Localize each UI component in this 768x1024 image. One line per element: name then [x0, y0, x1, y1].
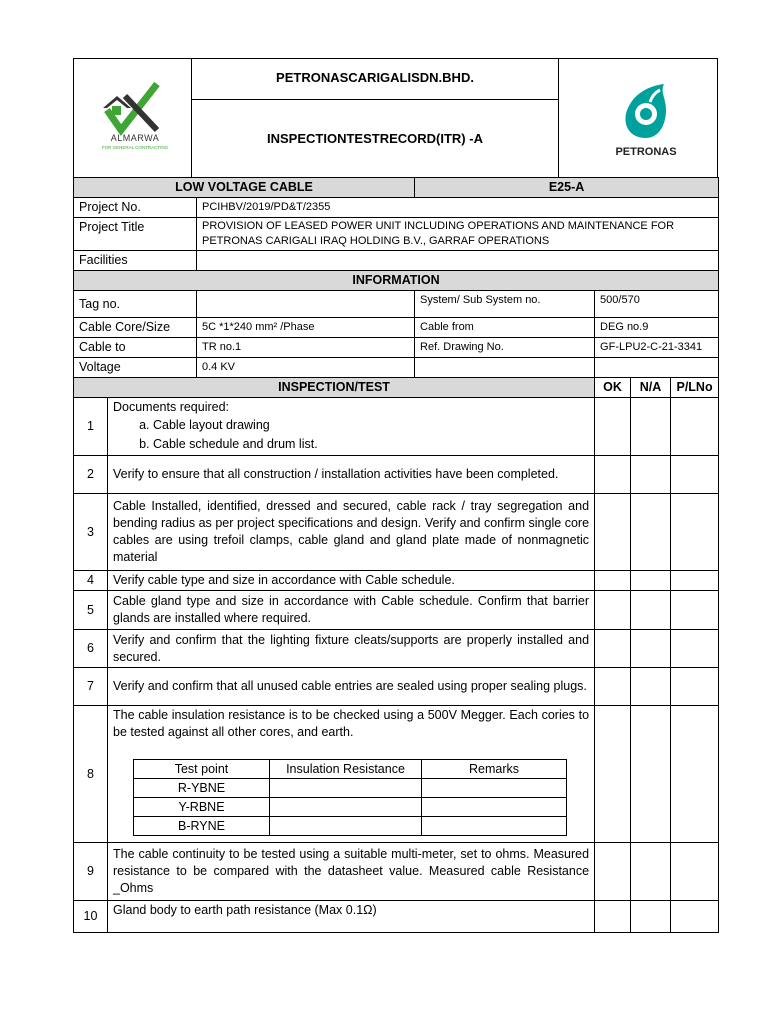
pl-cell[interactable] — [671, 843, 719, 901]
item-number: 1 — [74, 398, 108, 456]
item-text: The cable continuity to be tested using a suitable multi-meter, set to ohms. Measured resistance to be compared with the datasheet value. Measured cable Resistance _Ohms — [108, 843, 595, 901]
empty-cell — [595, 358, 719, 378]
almarwa-logo — [95, 78, 175, 158]
ir-test-point: R-YBNE — [134, 779, 270, 798]
item-text — [108, 706, 595, 843]
empty-cell — [415, 358, 595, 378]
ir-header-remarks: Remarks — [422, 760, 567, 779]
item-text: Cable Installed, identified, dressed and secured, cable rack / tray segregation and bending radius as per project specifications and design. Verify and confirm single core cables are using trefoil clamps, cable gland and gland plate made of nonmagnetic material — [108, 494, 595, 571]
ir-value-cell[interactable] — [270, 817, 422, 836]
almarwa-mark-icon — [95, 78, 175, 138]
ir-remarks-cell[interactable] — [422, 779, 567, 798]
section-title-right: E25-A — [415, 178, 719, 198]
na-cell[interactable] — [631, 668, 671, 706]
col-pl-header: P/LNo — [671, 378, 719, 398]
col-na-header: N/A — [631, 378, 671, 398]
pl-cell[interactable] — [671, 668, 719, 706]
pl-cell[interactable] — [671, 494, 719, 571]
voltage-label: Voltage — [74, 358, 197, 378]
petronas-name: PETRONAS — [615, 146, 677, 158]
cable-core-label: Cable Core/Size — [74, 318, 197, 338]
petronas-mark-icon — [604, 80, 688, 142]
facilities-label: Facilities — [74, 251, 197, 271]
item-number: 5 — [74, 591, 108, 630]
cable-from-value: DEG no.9 — [595, 318, 719, 338]
company-name: PETRONASCARIGALISDN.BHD. — [276, 70, 474, 85]
item-text — [108, 398, 595, 456]
ir-value-cell[interactable] — [270, 798, 422, 817]
cable-from-label: Cable from — [415, 318, 595, 338]
ok-cell[interactable] — [595, 456, 631, 494]
item-number: 9 — [74, 843, 108, 901]
insulation-resistance-table — [133, 759, 567, 836]
item-8-description: The cable insulation resistance is to be checked using a 500V Megger. Each cories to be tested against all other cores, and earth. — [113, 708, 590, 739]
ir-value-cell[interactable] — [270, 779, 422, 798]
document-title: INSPECTIONTESTRECORD(ITR) -A — [267, 131, 483, 146]
na-cell[interactable] — [631, 843, 671, 901]
ok-cell[interactable] — [595, 571, 631, 591]
itr-table — [73, 177, 719, 933]
section-title-left: LOW VOLTAGE CABLE — [74, 178, 415, 198]
item-1-sub-a: a. Cable layout drawing — [153, 416, 589, 435]
item-text: Verify and confirm that all unused cable entries are sealed using proper sealing plugs. — [108, 668, 595, 706]
petronas-logo — [604, 80, 688, 160]
item-number: 6 — [74, 630, 108, 668]
project-no-value: PCIHBV/2019/PD&T/2355 — [197, 198, 719, 218]
na-cell[interactable] — [631, 630, 671, 668]
item-text: Verify cable type and size in accordance with Cable schedule. — [108, 571, 595, 591]
na-cell[interactable] — [631, 591, 671, 630]
na-cell[interactable] — [631, 398, 671, 456]
drawing-value: GF-LPU2-C-21-3341 — [595, 338, 719, 358]
ir-test-point: B-RYNE — [134, 817, 270, 836]
project-title-label: Project Title — [74, 218, 197, 251]
voltage-value: 0.4 KV — [197, 358, 415, 378]
header-right-divider — [558, 58, 559, 178]
pl-cell[interactable] — [671, 591, 719, 630]
item-1-sub-b: b. Cable schedule and drum list. — [153, 435, 589, 454]
ir-remarks-cell[interactable] — [422, 798, 567, 817]
pl-cell[interactable] — [671, 630, 719, 668]
na-cell[interactable] — [631, 571, 671, 591]
ok-cell[interactable] — [595, 630, 631, 668]
item-number: 8 — [74, 706, 108, 843]
facilities-value — [197, 251, 719, 271]
ok-cell[interactable] — [595, 706, 631, 843]
pl-cell[interactable] — [671, 398, 719, 456]
item-number: 2 — [74, 456, 108, 494]
tag-value — [197, 291, 415, 318]
inspection-heading: INSPECTION/TEST — [74, 378, 595, 398]
item-number: 3 — [74, 494, 108, 571]
almarwa-name: ALMARWA — [110, 133, 160, 143]
ir-remarks-cell[interactable] — [422, 817, 567, 836]
na-cell[interactable] — [631, 456, 671, 494]
ok-cell[interactable] — [595, 668, 631, 706]
ok-cell[interactable] — [595, 494, 631, 571]
header-mid-divider — [191, 99, 558, 100]
system-label: System/ Sub System no. — [415, 291, 595, 318]
ok-cell[interactable] — [595, 901, 631, 933]
item-number: 7 — [74, 668, 108, 706]
na-cell[interactable] — [631, 706, 671, 843]
item-text: Verify and confirm that the lighting fixture cleats/supports are properly installed and secured. — [108, 630, 595, 668]
item-1-intro: Documents required: — [113, 400, 230, 414]
cable-core-value: 5C *1*240 mm² /Phase — [197, 318, 415, 338]
cable-to-label: Cable to — [74, 338, 197, 358]
project-no-label: Project No. — [74, 198, 197, 218]
na-cell[interactable] — [631, 494, 671, 571]
item-1-sub-list — [113, 416, 589, 454]
item-text: Cable gland type and size in accordance with Cable schedule. Confirm that barrier glands are installed where required. — [108, 591, 595, 630]
pl-cell[interactable] — [671, 571, 719, 591]
system-value: 500/570 — [595, 291, 719, 318]
ir-test-point: Y-RBNE — [134, 798, 270, 817]
cable-to-value: TR no.1 — [197, 338, 415, 358]
item-text: Verify to ensure that all construction / installation activities have been completed. — [108, 456, 595, 494]
na-cell[interactable] — [631, 901, 671, 933]
col-ok-header: OK — [595, 378, 631, 398]
ok-cell[interactable] — [595, 591, 631, 630]
item-number: 4 — [74, 571, 108, 591]
pl-cell[interactable] — [671, 901, 719, 933]
project-title-value: PROVISION OF LEASED POWER UNIT INCLUDING OPERATIONS AND MAINTENANCE FOR PETRONAS CARIGALI IRAQ HOLDING B.V., GARRAF OPERATIONS — [197, 218, 719, 251]
drawing-label: Ref. Drawing No. — [415, 338, 595, 358]
item-text: Gland body to earth path resistance (Max 0.1Ω) — [108, 901, 595, 933]
ir-header-insulation: Insulation Resistance — [270, 760, 422, 779]
pl-cell[interactable] — [671, 456, 719, 494]
tag-label: Tag no. — [74, 291, 197, 318]
item-number: 10 — [74, 901, 108, 933]
pl-cell[interactable] — [671, 706, 719, 843]
ok-cell[interactable] — [595, 398, 631, 456]
information-heading: INFORMATION — [74, 271, 719, 291]
ir-header-test-point: Test point — [134, 760, 270, 779]
almarwa-tagline: FOR GENERAL CONTRACTING — [101, 145, 169, 150]
